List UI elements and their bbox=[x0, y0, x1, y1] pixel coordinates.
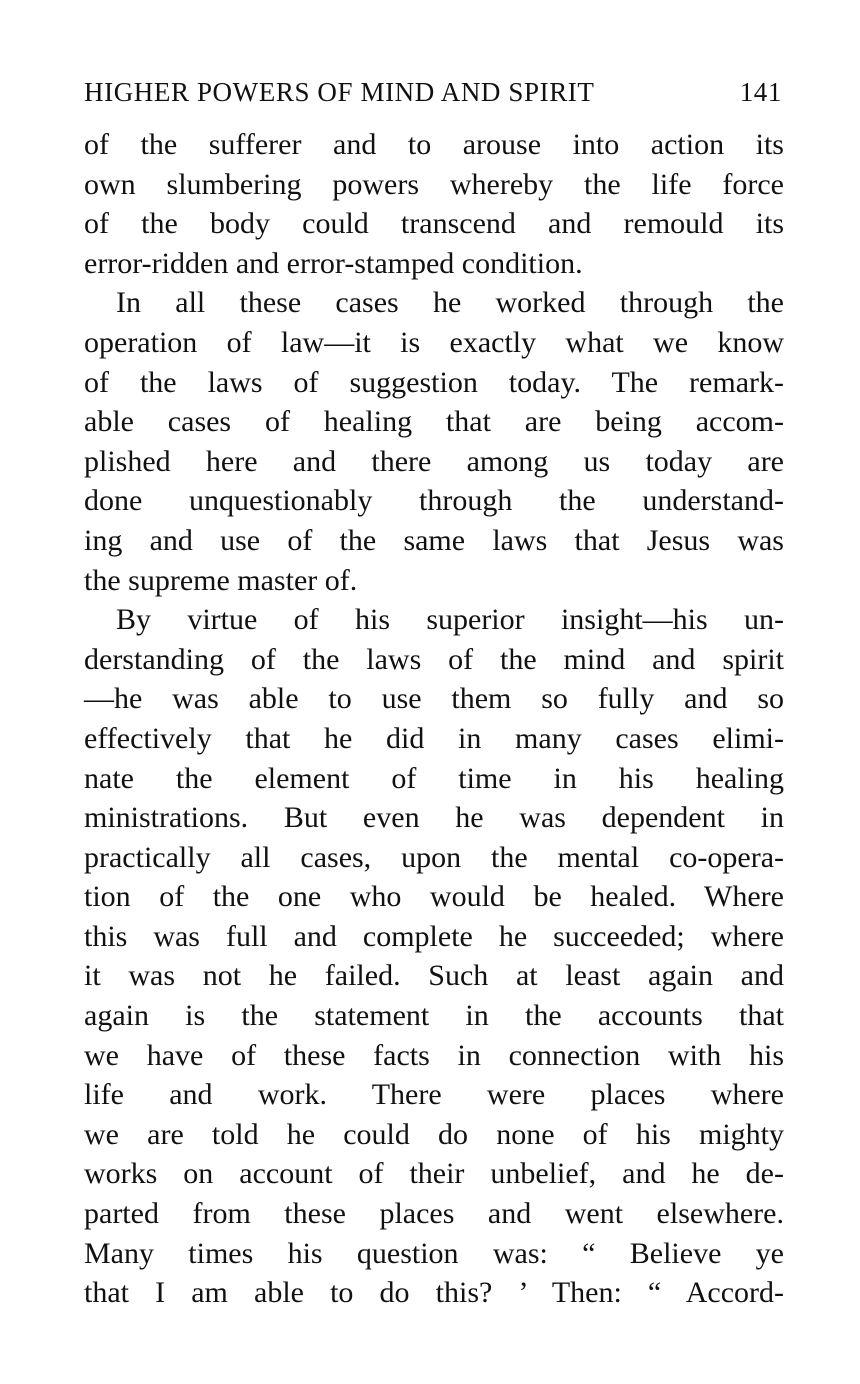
text-line: Many times his question was: “ Believe ye bbox=[84, 1236, 784, 1270]
text-line: —he was able to use them so fully and so bbox=[84, 682, 784, 716]
text-line: of the sufferer and to arouse into action its bbox=[84, 128, 784, 161]
text-line: that I am able to do this? ’ Then: “ Accord- bbox=[84, 1276, 784, 1310]
page-number: 141 bbox=[739, 77, 782, 107]
text-line: done unquestionably through the understand- bbox=[84, 484, 784, 518]
text-line: operation of law—it is exactly what we know bbox=[84, 325, 784, 359]
text-line: it was not he failed. Such at least again and bbox=[84, 959, 784, 993]
text-line: the supreme master of. bbox=[84, 563, 358, 597]
running-title: HIGHER POWERS OF MIND AND SPIRIT bbox=[84, 77, 595, 107]
text-line: we are told he could do none of his mighty bbox=[84, 1117, 784, 1151]
text-line: able cases of healing that are being accom- bbox=[84, 405, 784, 439]
text-line: In all these cases he worked through the bbox=[116, 286, 784, 320]
text-line: ministrations. But even he was dependent in bbox=[84, 801, 784, 835]
text-line: again is the statement in the accounts that bbox=[84, 999, 784, 1033]
text-line: life and work. There were places where bbox=[84, 1078, 784, 1112]
text-line: derstanding of the laws of the mind and spirit bbox=[84, 642, 784, 676]
running-header bbox=[84, 72, 784, 112]
text-line: effectively that he did in many cases elimi- bbox=[84, 721, 784, 755]
text-line: plished here and there among us today are bbox=[84, 444, 784, 478]
text-line: error-ridden and error-stamped condition. bbox=[84, 246, 583, 280]
text-line: ing and use of the same laws that Jesus was bbox=[84, 523, 784, 557]
text-line: practically all cases, upon the mental co-opera- bbox=[84, 840, 784, 874]
text-line: own slumbering powers whereby the life force bbox=[84, 167, 784, 201]
text-line: we have of these facts in connection with his bbox=[84, 1038, 784, 1072]
text-line: nate the element of time in his healing bbox=[84, 761, 784, 795]
text-line: By virtue of his superior insight—his un- bbox=[116, 603, 784, 637]
text-line: parted from these places and went elsewhere. bbox=[84, 1197, 784, 1231]
text-line: this was full and complete he succeeded; where bbox=[84, 919, 784, 953]
body-text bbox=[84, 125, 784, 1313]
text-line: of the body could transcend and remould its bbox=[84, 207, 784, 241]
text-line: tion of the one who would be healed. Where bbox=[84, 880, 784, 914]
text-line: of the laws of suggestion today. The remark- bbox=[84, 365, 784, 399]
text-line: works on account of their unbelief, and he de- bbox=[84, 1157, 784, 1191]
